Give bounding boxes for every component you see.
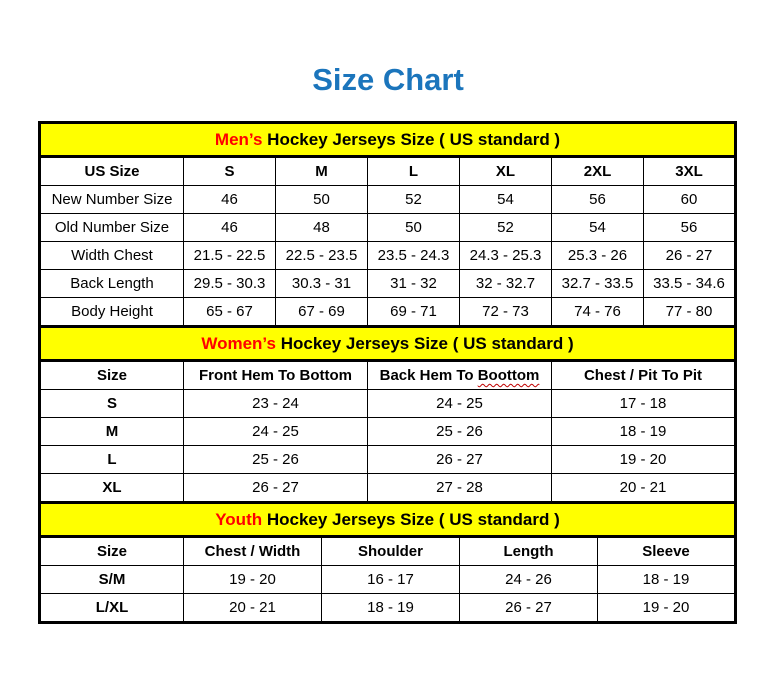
youth-row-label: L/XL — [40, 594, 184, 623]
men-cell: 29.5 - 30.3 — [184, 270, 276, 298]
men-col-header: L — [368, 157, 460, 186]
men-col-header: 2XL — [552, 157, 644, 186]
youth-row — [40, 566, 736, 594]
men-cell: 32 - 32.7 — [460, 270, 552, 298]
women-cell: 27 - 28 — [368, 474, 552, 503]
men-cell: 24.3 - 25.3 — [460, 242, 552, 270]
misspelled-word: Boottom — [477, 367, 540, 384]
men-cell: 56 — [552, 186, 644, 214]
youth-col-header: Chest / Width — [184, 537, 322, 566]
women-cell: 17 - 18 — [552, 390, 736, 418]
youth-cell: 19 - 20 — [598, 594, 736, 623]
men-cell: 54 — [552, 214, 644, 242]
men-cell: 50 — [276, 186, 368, 214]
youth-cell: 26 - 27 — [460, 594, 598, 623]
youth-cell: 18 - 19 — [322, 594, 460, 623]
men-row-label: Body Height — [40, 298, 184, 327]
men-cell: 69 - 71 — [368, 298, 460, 327]
youth-col-header: Shoulder — [322, 537, 460, 566]
youth-row — [40, 594, 736, 623]
men-cell: 52 — [368, 186, 460, 214]
women-section-band — [40, 327, 736, 361]
women-cell: 24 - 25 — [184, 418, 368, 446]
women-row-label: L — [40, 446, 184, 474]
men-col-header: US Size — [40, 157, 184, 186]
men-col-header: 3XL — [644, 157, 736, 186]
page-title: Size Chart — [312, 62, 464, 97]
women-cell: 24 - 25 — [368, 390, 552, 418]
men-cell: 48 — [276, 214, 368, 242]
men-cell: 65 - 67 — [184, 298, 276, 327]
men-cell: 54 — [460, 186, 552, 214]
women-title-accent: Women’s — [201, 333, 276, 353]
men-cell: 52 — [460, 214, 552, 242]
women-cell: 23 - 24 — [184, 390, 368, 418]
women-cell: 25 - 26 — [184, 446, 368, 474]
women-col-header: Size — [40, 361, 184, 390]
men-cell: 30.3 - 31 — [276, 270, 368, 298]
women-row — [40, 390, 736, 418]
women-title-rest: Hockey Jerseys Size ( US standard ) — [275, 333, 574, 353]
men-cell: 46 — [184, 186, 276, 214]
women-row-label: XL — [40, 474, 184, 503]
women-row — [40, 474, 736, 503]
men-cell: 23.5 - 24.3 — [368, 242, 460, 270]
youth-cell: 18 - 19 — [598, 566, 736, 594]
youth-col-header: Length — [460, 537, 598, 566]
women-cell: 19 - 20 — [552, 446, 736, 474]
women-row-label: S — [40, 390, 184, 418]
size-chart — [38, 121, 737, 624]
women-cell: 20 - 21 — [552, 474, 736, 503]
youth-title-accent: Youth — [215, 509, 263, 529]
women-cell: 26 - 27 — [184, 474, 368, 503]
size-chart-table — [38, 121, 737, 624]
men-cell: 26 - 27 — [644, 242, 736, 270]
youth-cell: 19 - 20 — [184, 566, 322, 594]
women-row — [40, 446, 736, 474]
youth-col-header: Sleeve — [598, 537, 736, 566]
youth-section-title — [40, 503, 736, 537]
men-row-label: New Number Size — [40, 186, 184, 214]
youth-cell: 24 - 26 — [460, 566, 598, 594]
men-cell: 56 — [644, 214, 736, 242]
youth-header-row — [40, 537, 736, 566]
men-col-header: S — [184, 157, 276, 186]
men-cell: 60 — [644, 186, 736, 214]
men-cell: 25.3 - 26 — [552, 242, 644, 270]
men-row — [40, 298, 736, 327]
women-col-header: Back Hem To Boottom — [368, 361, 552, 390]
men-col-header: XL — [460, 157, 552, 186]
men-cell: 77 - 80 — [644, 298, 736, 327]
women-col-header: Front Hem To Bottom — [184, 361, 368, 390]
men-row — [40, 242, 736, 270]
youth-cell: 20 - 21 — [184, 594, 322, 623]
men-cell: 32.7 - 33.5 — [552, 270, 644, 298]
women-col-header: Chest / Pit To Pit — [552, 361, 736, 390]
youth-cell: 16 - 17 — [322, 566, 460, 594]
men-section-title — [40, 123, 736, 157]
men-title-rest: Hockey Jerseys Size ( US standard ) — [262, 129, 561, 149]
men-cell: 74 - 76 — [552, 298, 644, 327]
women-cell: 25 - 26 — [368, 418, 552, 446]
men-section-band — [40, 123, 736, 157]
men-row-label: Old Number Size — [40, 214, 184, 242]
women-cell: 18 - 19 — [552, 418, 736, 446]
youth-row-label: S/M — [40, 566, 184, 594]
men-row-label: Width Chest — [40, 242, 184, 270]
men-cell: 67 - 69 — [276, 298, 368, 327]
men-header-row — [40, 157, 736, 186]
men-cell: 22.5 - 23.5 — [276, 242, 368, 270]
youth-col-header: Size — [40, 537, 184, 566]
women-row — [40, 418, 736, 446]
men-cell: 31 - 32 — [368, 270, 460, 298]
men-cell: 33.5 - 34.6 — [644, 270, 736, 298]
women-row-label: M — [40, 418, 184, 446]
youth-section-band — [40, 503, 736, 537]
men-row-label: Back Length — [40, 270, 184, 298]
men-row — [40, 270, 736, 298]
men-row — [40, 214, 736, 242]
women-cell: 26 - 27 — [368, 446, 552, 474]
men-cell: 50 — [368, 214, 460, 242]
men-col-header: M — [276, 157, 368, 186]
women-section-title — [40, 327, 736, 361]
men-title-accent: Men’s — [214, 129, 263, 149]
youth-title-rest: Hockey Jerseys Size ( US standard ) — [262, 509, 560, 529]
men-cell: 21.5 - 22.5 — [184, 242, 276, 270]
women-header-row — [40, 361, 736, 390]
men-cell: 46 — [184, 214, 276, 242]
men-cell: 72 - 73 — [460, 298, 552, 327]
men-row — [40, 186, 736, 214]
